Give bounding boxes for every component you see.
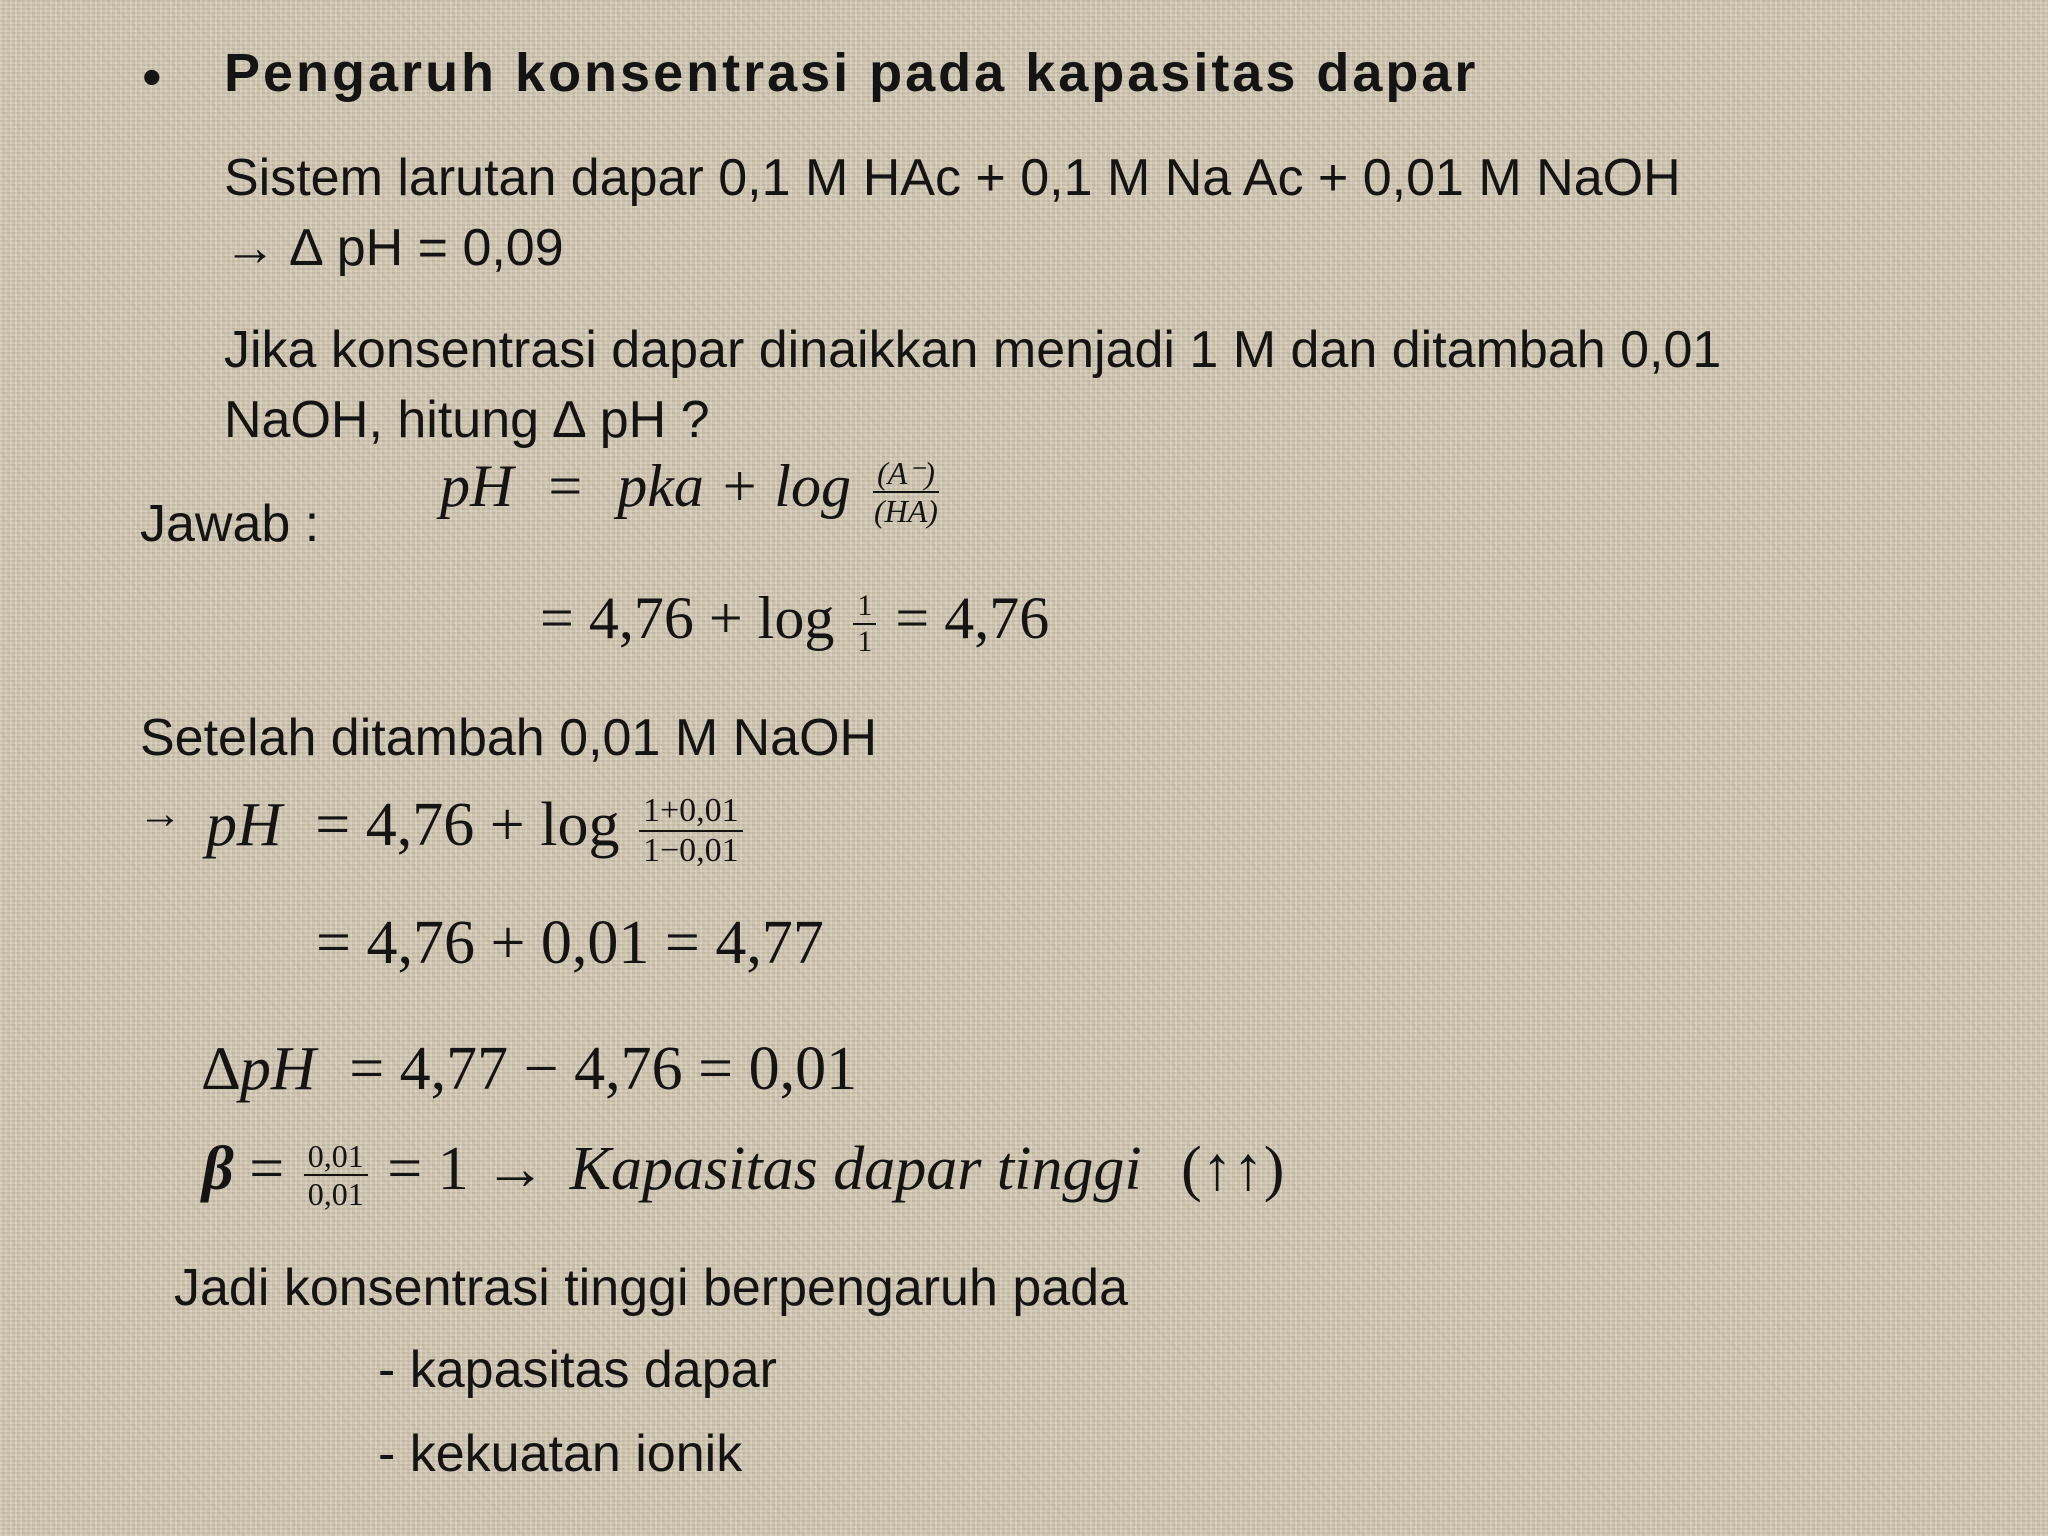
eq2-denominator: 1: [857, 625, 873, 659]
eq3-fraction: [639, 791, 743, 869]
equation-buffer-capacity: [202, 1134, 1284, 1210]
eq3-mid: = 4,76 + log: [315, 791, 620, 859]
conclusion-intro: Jadi konsentrasi tinggi berpengaruh pada: [174, 1259, 1129, 1317]
eq2-numerator: 1: [853, 591, 876, 625]
eq2-suffix: = 4,76: [895, 585, 1050, 651]
eq6-numerator: 0,01: [304, 1140, 368, 1176]
eq2-fraction: [853, 591, 876, 657]
eq6-label: Kapasitas dapar tinggi: [569, 1135, 1142, 1203]
eq5-rhs: = 4,77 − 4,76 = 0,01: [349, 1035, 858, 1103]
after-addition-label: Setelah ditambah 0,01 M NaOH: [140, 709, 878, 767]
equation-ph-after: [206, 790, 747, 868]
equation-ph-formula: [440, 452, 946, 530]
equation-ph-result: = 4,76 + 0,01 = 4,77: [316, 909, 824, 977]
eq1-numerator: (A⁻): [873, 457, 939, 493]
eq2-prefix: = 4,76 + log: [540, 585, 835, 651]
arrow-right-icon: →: [138, 789, 182, 838]
problem-line-3: Jika konsentrasi dapar dinaikkan menjadi 1 M dan ditambah 0,01: [224, 321, 1722, 379]
eq6-rest: = 1 →: [387, 1135, 547, 1203]
eq1-lhs: pH: [440, 453, 514, 519]
problem-line-1: Sistem larutan dapar 0,1 M HAc + 0,1 M Na Ac + 0,01 M NaOH: [224, 149, 1681, 207]
conclusion-item-ionic-strength: - kekuatan ionik: [378, 1425, 743, 1483]
problem-line-4: NaOH, hitung ∆ pH ?: [224, 391, 710, 449]
bullet-icon: •: [142, 45, 162, 108]
equation-initial-ph: [540, 584, 1049, 657]
eq1-equals: =: [548, 453, 583, 519]
eq5-lhs: ∆pH: [202, 1035, 316, 1103]
conclusion-item-buffer-capacity: - kapasitas dapar: [378, 1341, 777, 1399]
eq6-arrows: (↑↑): [1181, 1135, 1285, 1203]
equation-delta-ph: [202, 1034, 857, 1105]
slide-title: Pengaruh konsentrasi pada kapasitas dapar: [224, 43, 1479, 103]
eq6-denominator: 0,01: [307, 1175, 364, 1212]
problem-line-2: → ∆ pH = 0,09: [224, 219, 564, 277]
eq3-lhs: pH: [206, 791, 282, 859]
eq6-equals: =: [249, 1135, 285, 1203]
eq6-beta: β: [202, 1135, 234, 1203]
eq1-fraction: [870, 455, 942, 530]
answer-label: Jawab :: [140, 495, 320, 553]
eq3-denominator: 1−0,01: [642, 831, 739, 869]
eq3-numerator: 1+0,01: [639, 794, 743, 832]
eq1-rhs: pka + log: [617, 453, 851, 519]
eq1-denominator: (HA): [873, 493, 938, 530]
eq6-fraction: [304, 1137, 368, 1212]
